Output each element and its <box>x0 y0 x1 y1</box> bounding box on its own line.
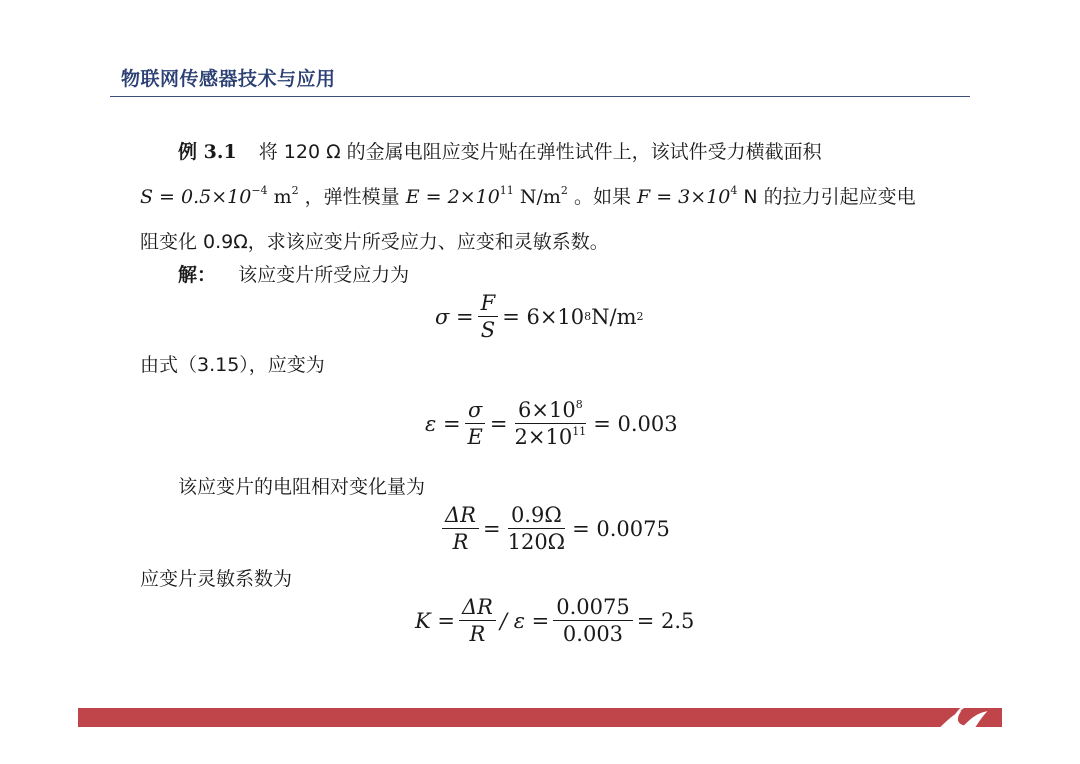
resistance-intro: 该应变片的电阻相对变化量为 <box>178 476 426 498</box>
eq4-numerator-2: 0.0075 <box>553 594 632 621</box>
page-header-title: 物联网传感器技术与应用 <box>121 68 336 90</box>
eq1-rhs: = 6×10 <box>502 304 585 329</box>
eq4-fraction-1 <box>459 594 496 647</box>
eq2-denominator-1: E <box>467 425 483 449</box>
equation-sensitivity <box>415 594 694 647</box>
eq1-unit: N/m <box>591 304 637 329</box>
example-line-2 <box>140 185 916 209</box>
force-exponent: 4 <box>730 184 738 197</box>
eq2-denominator-2-base: 2×10 <box>514 425 573 449</box>
area-unit-exponent: 2 <box>291 184 299 197</box>
solution-intro: 该应变片所受应力为 <box>238 264 410 286</box>
eq3-equals: = <box>482 516 501 541</box>
force-tail: N 的拉力引起应变电 <box>743 186 916 208</box>
modulus-unit: N/m <box>519 186 561 208</box>
eq3-rhs: = 0.0075 <box>572 516 670 541</box>
eq3-numerator-2: 0.9Ω <box>508 502 565 529</box>
header-rule <box>110 96 970 97</box>
solution-label: 解： <box>178 264 217 286</box>
eq2-fraction-2 <box>512 397 590 450</box>
equation-stress: σ = $\frac{F}{S}$ = 6×10 8 N/m 2 <box>435 291 644 342</box>
example-line-1 <box>178 140 822 164</box>
eq3-denominator-2: 120Ω <box>507 530 566 554</box>
eq3-numerator-1: ΔR <box>442 502 479 529</box>
modulus-value: E = 2×10 <box>405 186 500 208</box>
sensitivity-intro: 应变片灵敏系数为 <box>140 568 293 590</box>
eq3-fraction-1 <box>442 502 479 555</box>
eq2-equals: = <box>489 411 508 436</box>
eq2-numerator-2 <box>515 397 586 424</box>
eq2-numerator-1: σ <box>465 397 485 424</box>
eq2-lhs: ε = <box>425 411 461 436</box>
area-unit: m <box>273 186 292 208</box>
eq1-fraction <box>478 290 499 343</box>
eq2-denominator-2 <box>512 424 590 450</box>
area-exponent: −4 <box>251 184 268 197</box>
equation-resistance-change <box>438 502 670 555</box>
eq3-fraction-2 <box>505 502 569 555</box>
eq2-numerator-2-base: 6×10 <box>518 398 576 422</box>
eq4-fraction-2 <box>553 594 632 647</box>
eq4-lhs: K = <box>415 608 455 633</box>
corner-logo-icon <box>930 702 990 736</box>
eq2-numerator-2-exp: 8 <box>575 398 583 411</box>
strain-intro: 由式（3.15），应变为 <box>140 354 325 376</box>
modulus-unit-exponent: 2 <box>560 184 568 197</box>
modulus-label: ，弹性模量 <box>304 186 400 208</box>
eq1-lhs: σ = <box>435 304 474 329</box>
eq3-denominator-1: R <box>452 530 469 554</box>
force-value: F = 3×10 <box>637 186 731 208</box>
equation-strain <box>425 397 678 450</box>
eq2-rhs: = 0.003 <box>593 411 678 436</box>
eq2-fraction-1 <box>465 397 486 450</box>
eq4-denominator-2: 0.003 <box>562 622 624 646</box>
example-text-1: 将 120 Ω 的金属电阻应变片贴在弹性试件上，该试件受力横截面积 <box>258 141 822 163</box>
modulus-exponent: 11 <box>499 184 514 197</box>
eq1-numerator: F <box>478 290 499 317</box>
eq4-numerator-1: ΔR <box>459 594 496 621</box>
footer-bar <box>78 708 1002 727</box>
example-line-3: 阻变化 0.9Ω，求该应变片所受应力、应变和灵敏系数。 <box>140 231 609 253</box>
eq2-denominator-2-exp: 11 <box>572 425 587 438</box>
eq4-middle: / ε = <box>499 608 550 633</box>
eq4-denominator-1: R <box>469 622 486 646</box>
eq4-rhs: = 2.5 <box>636 608 695 633</box>
example-label: 例 3.1 <box>178 141 237 163</box>
force-label: 。如果 <box>573 186 631 208</box>
solution-line <box>178 263 409 287</box>
eq1-denominator: S <box>480 318 496 342</box>
area-value: S = 0.5×10 <box>140 186 252 208</box>
